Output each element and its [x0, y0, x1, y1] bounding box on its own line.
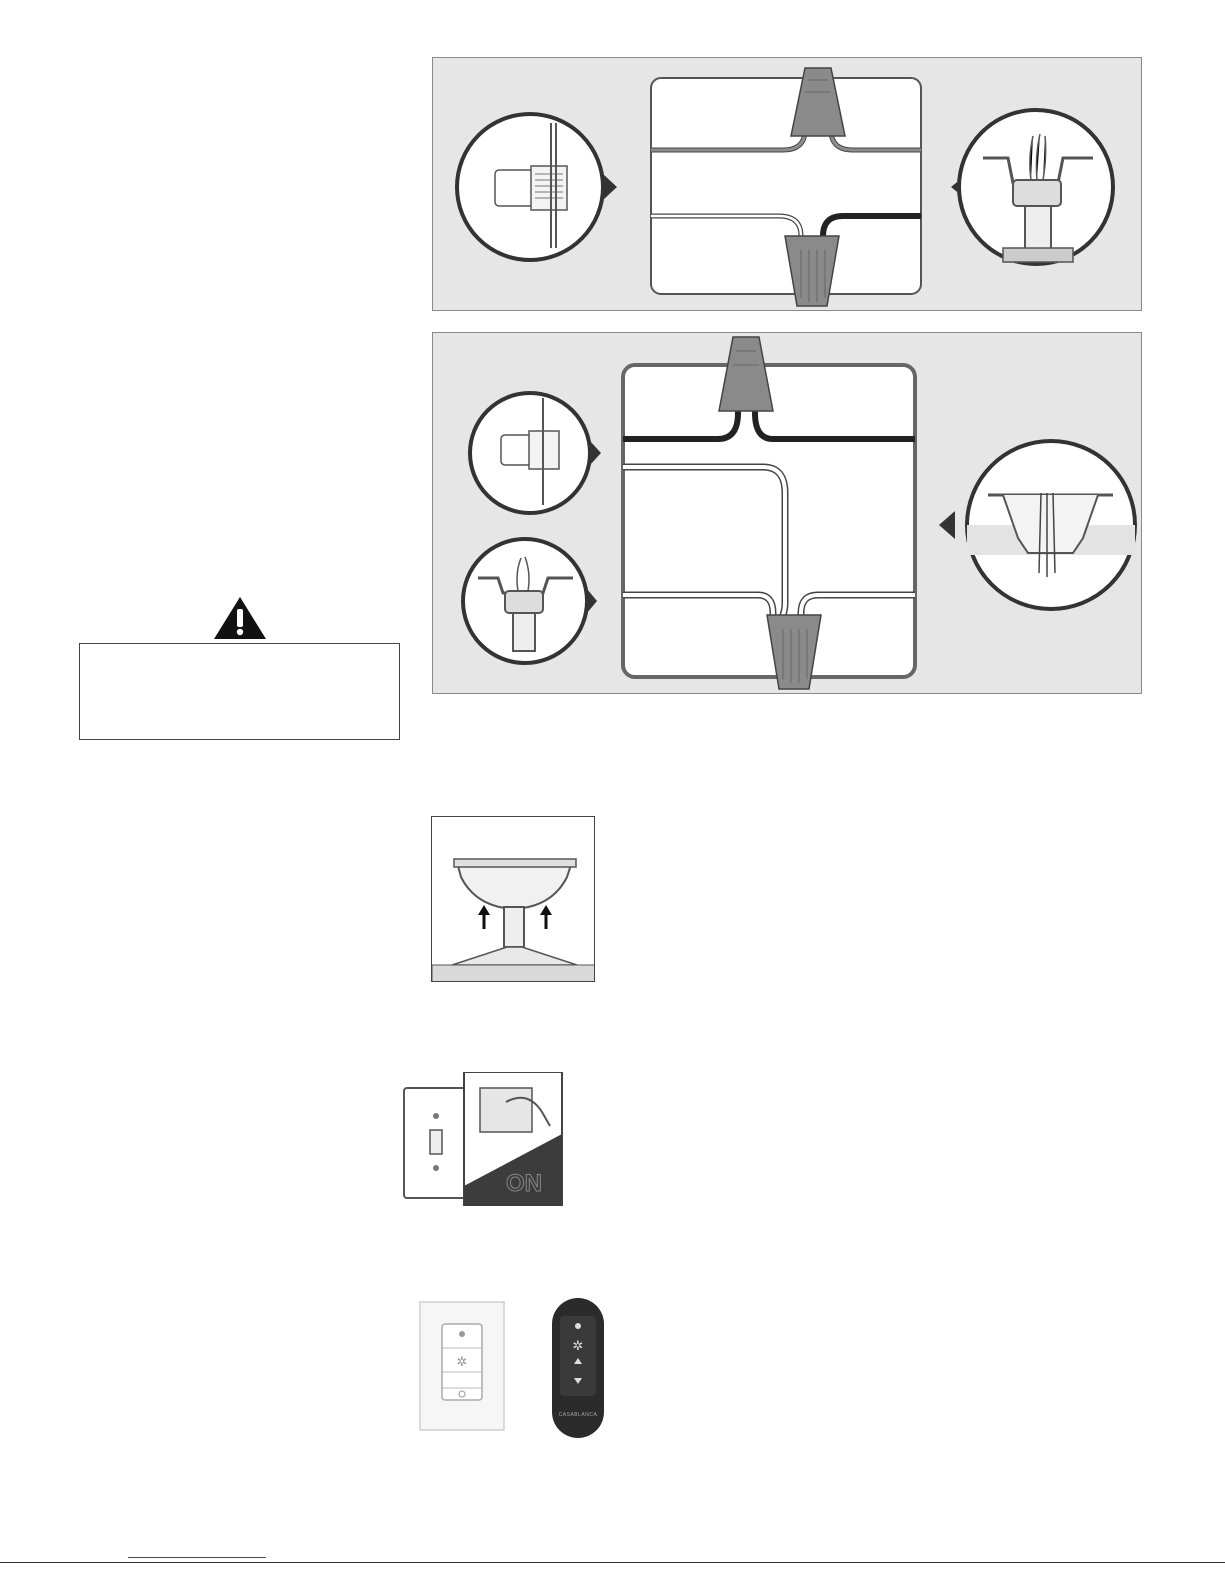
footer-link-underline[interactable]: [128, 1557, 266, 1558]
arrow-up-icon: [478, 905, 490, 929]
footer-divider: [0, 1562, 1225, 1563]
light-bulb-icon: [459, 1331, 465, 1337]
fan-icon: [457, 1355, 468, 1370]
wire-connection-box-bottom: [623, 337, 915, 689]
bracket-detail-circle: [463, 539, 597, 663]
wiring-diagram-panel-top: [432, 57, 1142, 311]
canopy-detail-circle: [939, 441, 1135, 609]
controls-figure: [418, 1296, 612, 1442]
light-bulb-icon: [575, 1323, 581, 1329]
wall-control-plate: [420, 1302, 504, 1430]
wiring-diagram-panel-bottom: [432, 332, 1142, 694]
wiring-diagram-bottom: [433, 333, 1143, 695]
receiver-detail-circle: [457, 114, 617, 260]
svg-text:✲: ✲: [456, 1355, 468, 1370]
warning-triangle-icon: [212, 595, 268, 641]
fan-icon: [573, 1339, 584, 1354]
arrow-up-icon: [540, 905, 552, 929]
wire-connection-box-top: [651, 68, 921, 306]
warning-box: [79, 643, 400, 740]
bracket-detail-circle: [951, 110, 1113, 264]
on-label: ON: [506, 1170, 542, 1197]
canopy-install-figure: [431, 816, 595, 982]
receiver-detail-circle: [470, 393, 601, 513]
remote-brand-label: CASABLANCA: [558, 1412, 598, 1418]
svg-text:✲: ✲: [572, 1339, 584, 1354]
wire-nut-icon: [785, 236, 839, 306]
power-on-figure: [402, 1072, 564, 1206]
wiring-diagram-top: [433, 58, 1143, 312]
wire-nut-icon: [719, 337, 773, 411]
